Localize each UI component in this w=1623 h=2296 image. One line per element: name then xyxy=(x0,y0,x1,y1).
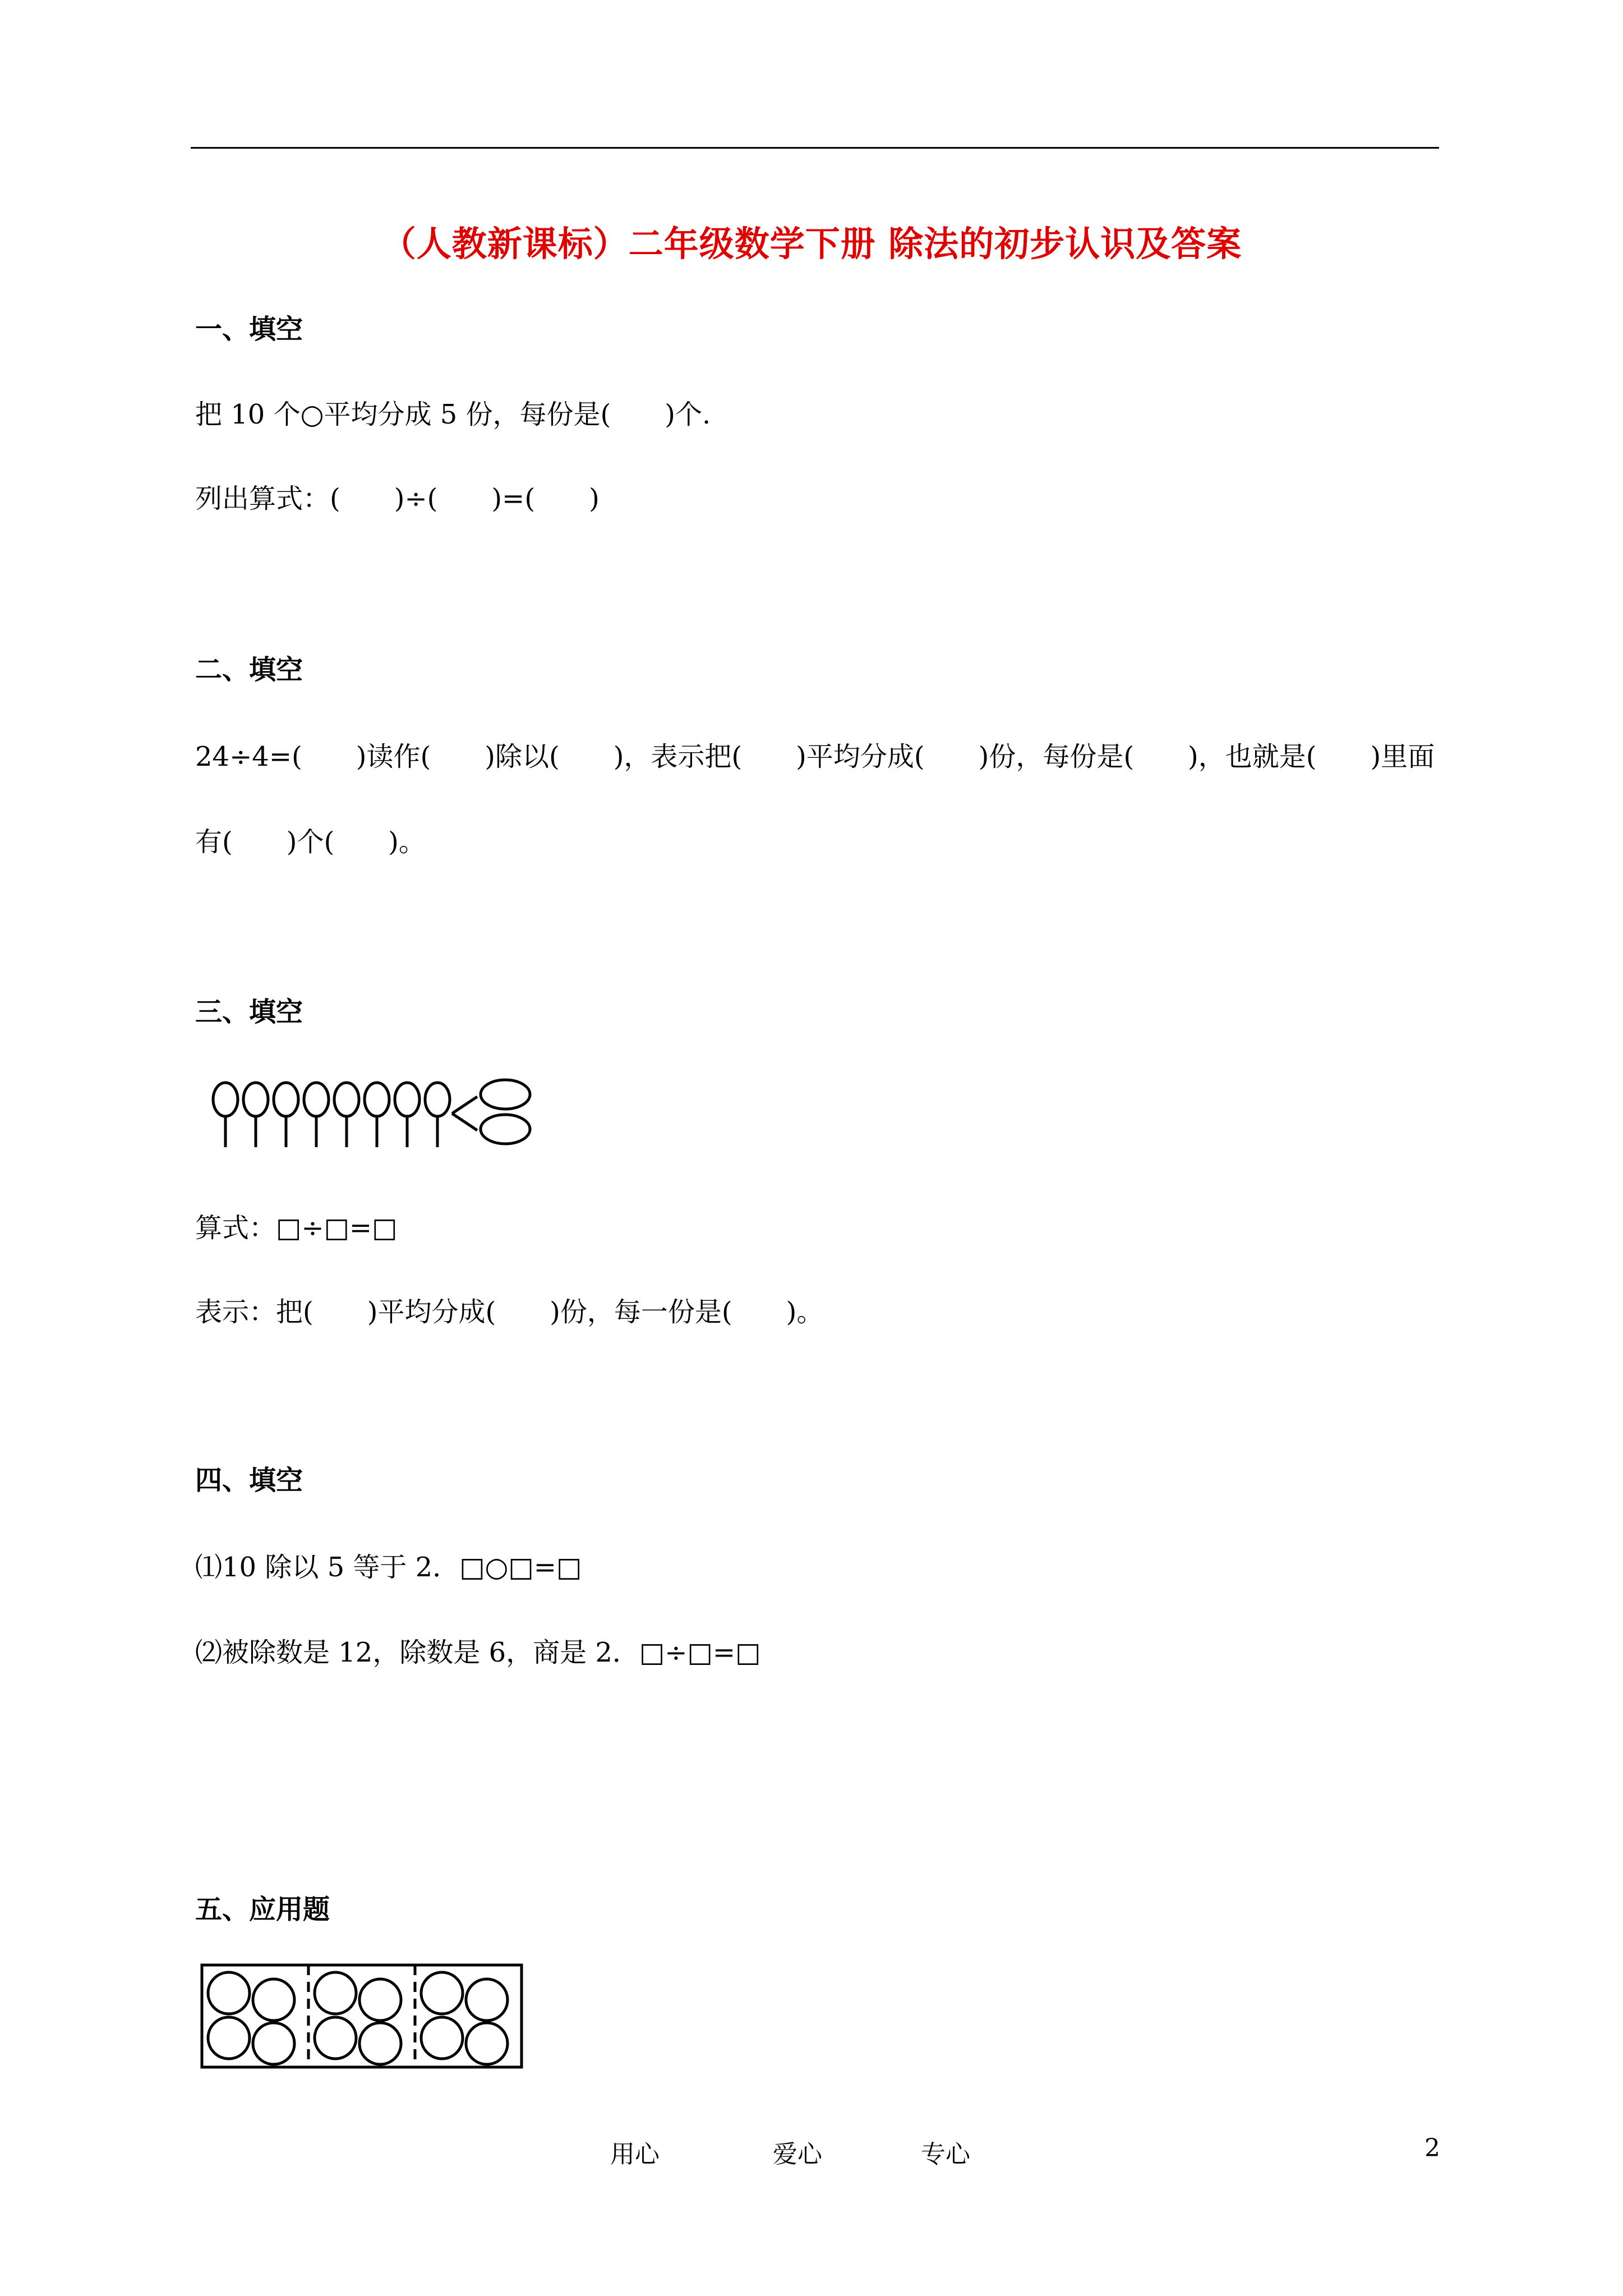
lollipop-figure xyxy=(208,1074,544,1150)
oval xyxy=(481,1115,530,1144)
circle xyxy=(253,2023,294,2064)
circle xyxy=(466,1979,508,2021)
lollipop-head xyxy=(334,1083,359,1116)
section-2-line-2: 有( )个( )。 xyxy=(195,826,426,858)
section-2-heading: 二、填空 xyxy=(195,654,303,685)
circle xyxy=(253,1979,294,2021)
circle xyxy=(359,1979,401,2021)
section-1-line-2: 列出算式：( )÷( )=( ) xyxy=(195,483,600,514)
circle xyxy=(359,2023,401,2064)
footer-word-1: 用心 xyxy=(610,2140,660,2169)
lollipop-head xyxy=(213,1083,238,1116)
oval xyxy=(481,1080,530,1109)
section-4-line-2: ⑵被除数是 12，除数是 6，商是 2．□÷□=□ xyxy=(195,1637,761,1668)
lollipop-head xyxy=(243,1083,268,1116)
circle xyxy=(315,2017,356,2059)
section-3-line-1: 算式：□÷□=□ xyxy=(195,1212,398,1244)
section-2-line-1: 24÷4=( )读作( )除以( )，表示把( )平均分成( )份，每份是( )，也就是( )里面 xyxy=(195,741,1435,772)
section-4-line-1: ⑴10 除以 5 等于 2．□○□=□ xyxy=(195,1552,582,1583)
page-title: （人教新课标）二年级数学下册 除法的初步认识及答案 xyxy=(381,223,1242,264)
lollipop-head xyxy=(425,1083,450,1116)
footer-word-2: 爱心 xyxy=(773,2140,822,2169)
circle xyxy=(208,1972,250,2014)
circle xyxy=(315,1972,356,2014)
bracket-line xyxy=(452,1114,477,1130)
grouped-circles-figure xyxy=(199,1961,536,2073)
bracket-line xyxy=(452,1097,477,1114)
section-5-heading: 五、应用题 xyxy=(195,1894,330,1925)
page-number: 2 xyxy=(1424,2134,1440,2162)
section-1-heading: 一、填空 xyxy=(195,314,303,345)
footer-word-3: 专心 xyxy=(921,2140,970,2169)
circle xyxy=(208,2017,250,2059)
lollipop-head xyxy=(395,1083,419,1116)
section-1-line-1: 把 10 个○平均分成 5 份，每份是( )个. xyxy=(195,399,711,430)
circle xyxy=(421,2017,463,2059)
lollipop-head xyxy=(304,1083,329,1116)
section-4-heading: 四、填空 xyxy=(195,1465,303,1496)
header-rule xyxy=(191,147,1439,149)
lollipop-head xyxy=(274,1083,298,1116)
circle xyxy=(421,1972,463,2014)
section-3-line-2: 表示：把( )平均分成( )份，每一份是( )。 xyxy=(195,1296,824,1328)
lollipop-head xyxy=(365,1083,389,1116)
section-3-heading: 三、填空 xyxy=(195,996,303,1028)
circle xyxy=(466,2023,508,2064)
